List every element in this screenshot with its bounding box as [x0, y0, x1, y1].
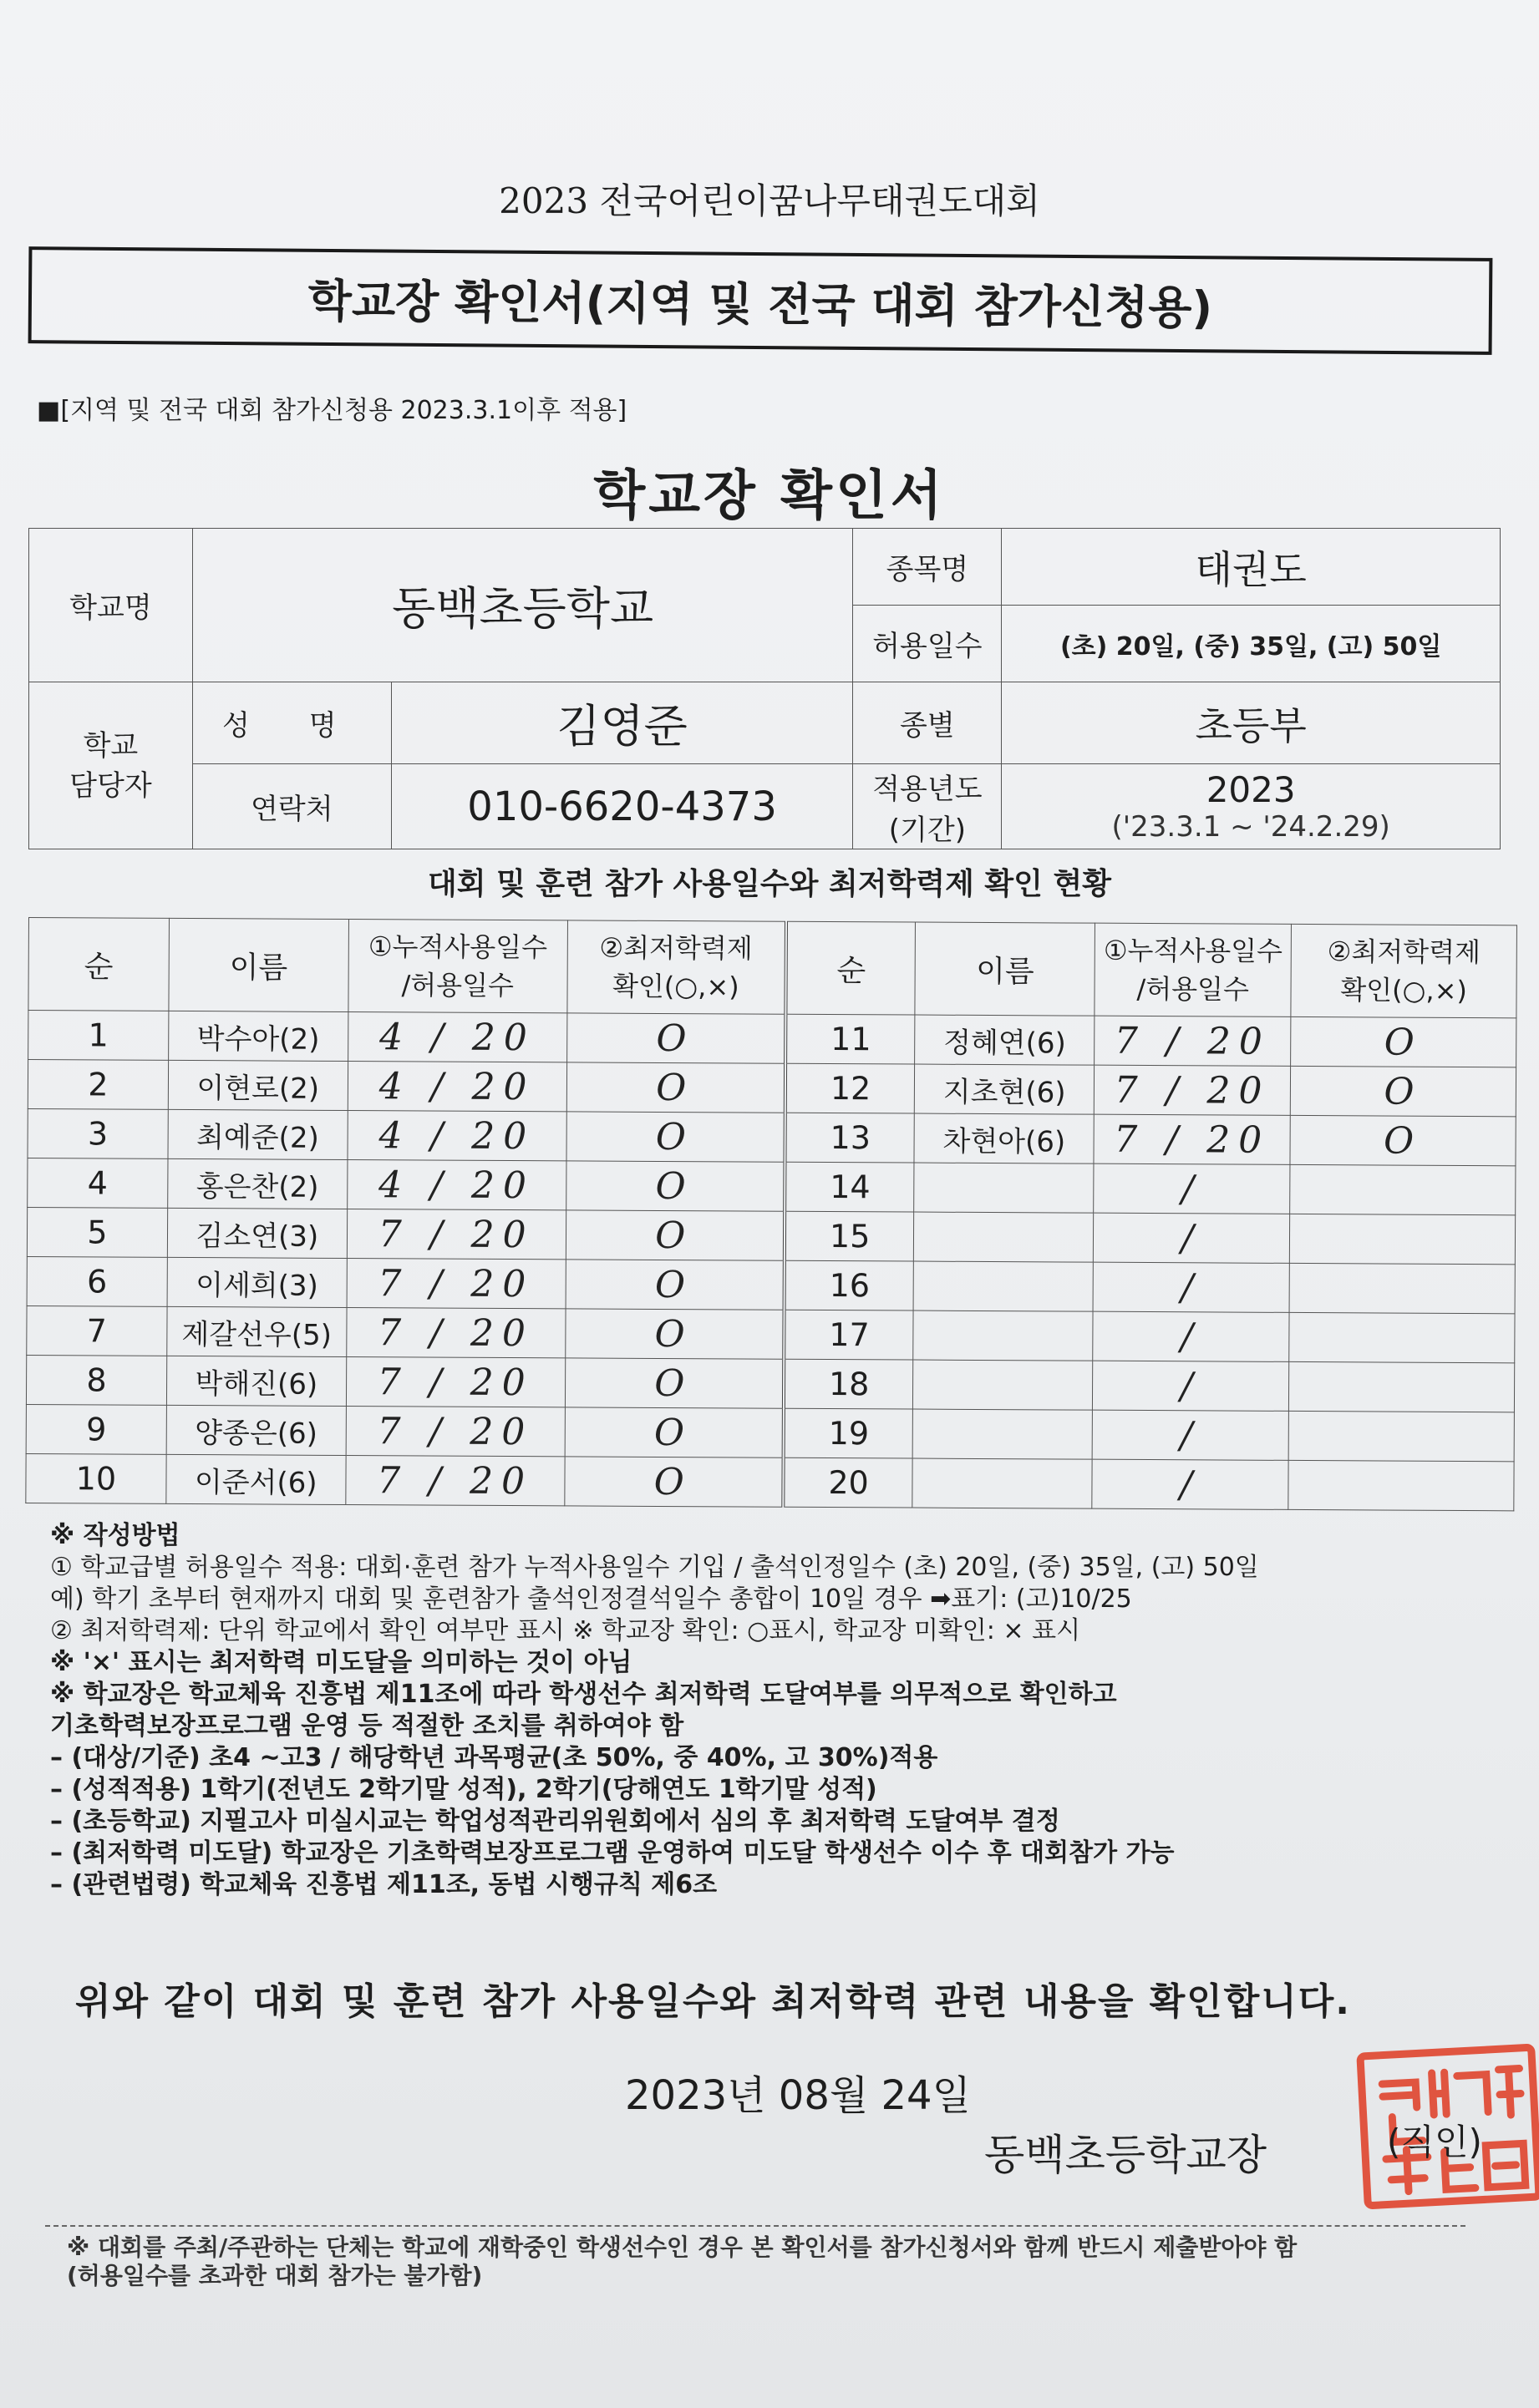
header-name-right: 이름: [915, 922, 1095, 1016]
used-days: 7 / 20: [347, 1259, 566, 1309]
used-days: /: [1093, 1262, 1289, 1312]
header-check-right: [1291, 924, 1516, 1017]
used-days: 7 / 20: [1094, 1114, 1290, 1164]
instruction-line: ① 학교급별 허용일수 적용: 대회·훈련 참가 누적사용일수 기입 / 출석인정일수 (초) 20일, (중) 35일, (고) 50일: [50, 1553, 1259, 1582]
academic-check: [1289, 1263, 1515, 1313]
instruction-line: – (관련법령) 학교체육 진흥법 제11조, 동법 시행규칙 제6조: [50, 1870, 718, 1899]
school-label: 학교명: [29, 529, 193, 682]
issue-date: 2023년 08월 24일: [625, 2072, 971, 2119]
header-check-line2: 확인(○,×): [612, 970, 739, 1003]
student-name: 제갈선우(5): [167, 1306, 347, 1356]
header-check-left: [567, 920, 786, 1014]
row-number: 8: [26, 1355, 166, 1405]
header-days-line1: ①누적사용일수: [1103, 934, 1283, 967]
used-days: 7 / 20: [346, 1406, 565, 1456]
academic-check: O: [566, 1161, 785, 1211]
instruction-line: – (성적적용) 1학기(전년도 2학기말 성적), 2학기(당해연도 1학기말 성적): [50, 1775, 877, 1804]
used-days: 7 / 20: [346, 1308, 565, 1358]
sport-label: 종목명: [853, 529, 1002, 606]
used-days: /: [1094, 1163, 1290, 1214]
used-days: 4 / 20: [348, 1111, 566, 1161]
header-no-right: 순: [785, 921, 915, 1015]
header-name-left: 이름: [169, 918, 348, 1011]
instruction-line: 예) 학기 초부터 현재까지 대회 및 훈련참가 출석인정결석일수 총합이 10일 경우 ➡표기: (고)10/25: [50, 1584, 1132, 1614]
row-number: 16: [785, 1260, 914, 1310]
document-title-box: 학교장 확인서(지역 및 전국 대회 참가신청용): [28, 246, 1493, 355]
principal-signature: 동백초등학교장: [984, 2131, 1267, 2179]
footer-line: ※ 대회를 주최/주관하는 단체는 학교에 재학중인 학생선수인 경우 본 확인서를 참가신청서와 함께 반드시 제출받아야 함: [67, 2233, 1298, 2261]
used-days: 4 / 20: [347, 1160, 566, 1210]
header-check-line1: ②최저학력제: [599, 931, 753, 965]
row-number: 19: [784, 1408, 913, 1458]
row-number: 1: [28, 1011, 169, 1061]
student-name: 홍은찬(2): [168, 1158, 348, 1209]
student-name: [914, 1163, 1094, 1213]
student-table: [25, 917, 1517, 1511]
table-row: [28, 1060, 1516, 1117]
academic-check: [1289, 1312, 1515, 1362]
table-row: [27, 1256, 1515, 1313]
writing-instructions: [50, 1520, 1496, 1901]
academic-check: O: [565, 1407, 784, 1457]
student-name: 지초현(6): [915, 1064, 1095, 1114]
academic-check: [1290, 1164, 1516, 1214]
name-label: 성 명: [192, 682, 391, 764]
header-check-line2: 확인(○,×): [1340, 974, 1468, 1007]
event-title: 2023 전국어린이꿈나무태권도대회: [499, 180, 1040, 221]
used-days: 4 / 20: [348, 1062, 566, 1112]
year-value-cell: [1002, 764, 1501, 849]
academic-check: [1289, 1214, 1515, 1264]
manager-label: 학교 담당자: [29, 682, 193, 849]
academic-check: [1289, 1361, 1515, 1412]
academic-check: [1288, 1460, 1514, 1510]
instruction-line: ※ 작성방법: [50, 1521, 180, 1550]
allow-days-label: 허용일수: [853, 606, 1002, 682]
academic-check: O: [566, 1210, 785, 1260]
instruction-line: ② 최저학력제: 단위 학교에서 확인 여부만 표시 ※ 학교장 확인: ○표시, 학교장 미확인: × 표시: [50, 1616, 1081, 1645]
row-number: 4: [28, 1158, 168, 1208]
used-days: /: [1094, 1213, 1290, 1263]
used-days: 7 / 20: [346, 1455, 565, 1505]
used-days: /: [1092, 1459, 1288, 1509]
school-info-table: [28, 528, 1501, 849]
used-days: /: [1093, 1311, 1289, 1361]
header-no-left: 순: [28, 918, 169, 1011]
allow-days-value: (초) 20일, (중) 35일, (고) 50일: [1002, 606, 1501, 682]
row-number: 9: [26, 1404, 166, 1454]
footer-line: (허용일수를 초과한 대회 참가는 불가함): [67, 2262, 483, 2289]
sport-value: 태권도: [1002, 529, 1501, 606]
row-number: 3: [28, 1108, 168, 1158]
header-check-line1: ②최저학력제: [1327, 935, 1481, 969]
row-number: 5: [27, 1207, 167, 1257]
instruction-line: – (초등학교) 지필고사 미실시교는 학업성적관리위원회에서 심의 후 최저학력 도달여부 결정: [50, 1807, 1060, 1836]
instruction-line: – (대상/기준) 초4 ~고3 / 해당학년 과목평균(초 50%, 중 40%, 고 30%)적용: [50, 1743, 938, 1772]
row-number: 6: [27, 1256, 167, 1306]
manager-name: 김영준: [391, 682, 853, 764]
school-name: 동백초등학교: [192, 529, 853, 682]
footer-divider: [45, 2225, 1465, 2227]
year-value: 2023: [1206, 769, 1296, 810]
row-number: 10: [26, 1453, 166, 1503]
student-name: [913, 1310, 1093, 1361]
academic-check: O: [1290, 1066, 1516, 1116]
table-row: [27, 1207, 1515, 1264]
student-name: [914, 1212, 1094, 1262]
year-label-line2: (기간): [888, 813, 966, 847]
student-name: 최예준(2): [168, 1109, 348, 1159]
footer-note: [67, 2233, 1297, 2290]
student-name: 박수아(2): [168, 1011, 348, 1061]
row-number: 17: [784, 1310, 913, 1360]
category-value: 초등부: [1002, 682, 1501, 764]
instruction-line: ※ 학교장은 학교체육 진흥법 제11조에 따라 학생선수 최저학력 도달여부를 의무적으로 확인하고: [50, 1680, 1117, 1709]
category-label: 종별: [853, 682, 1002, 764]
header-days-right: [1095, 923, 1291, 1016]
table-row: [26, 1355, 1514, 1412]
used-days: 7 / 20: [1094, 1065, 1290, 1115]
student-name: 박해진(6): [166, 1356, 346, 1406]
used-days: 7 / 20: [1095, 1016, 1291, 1066]
table-row: [28, 1158, 1516, 1214]
header-days-left: [348, 920, 567, 1013]
row-number: 18: [784, 1359, 913, 1409]
table-row: [26, 1453, 1514, 1510]
confirmation-statement: 위와 같이 대회 및 훈련 참가 사용일수와 최저학력 관련 내용을 확인합니다.: [75, 1980, 1352, 2023]
row-number: 15: [785, 1211, 914, 1261]
header-days-line2: /허용일수: [1136, 972, 1250, 1006]
academic-check: O: [566, 1013, 785, 1063]
section-title: 대회 및 훈련 참가 사용일수와 최저학력제 확인 현황: [427, 867, 1112, 901]
seal-label: (직인): [1387, 2122, 1482, 2162]
year-period: ('23.3.1 ~ '24.2.29): [1111, 810, 1390, 844]
table-row: [28, 1011, 1516, 1067]
student-name: 김소연(3): [167, 1208, 347, 1258]
row-number: 12: [785, 1063, 915, 1113]
academic-check: O: [566, 1112, 785, 1162]
contact-label: 연락처: [192, 764, 391, 849]
academic-check: O: [565, 1358, 784, 1408]
row-number: 14: [785, 1162, 914, 1212]
row-number: 13: [785, 1113, 914, 1163]
academic-check: O: [566, 1260, 785, 1310]
header-days-line1: ①누적사용일수: [368, 930, 548, 964]
table-row: [26, 1404, 1514, 1461]
row-number: 2: [28, 1060, 168, 1110]
student-name: 정혜연(6): [915, 1015, 1095, 1065]
academic-check: O: [1290, 1115, 1516, 1165]
header-days-line2: /허용일수: [401, 969, 515, 1002]
academic-check: [1288, 1411, 1514, 1461]
student-name: [913, 1360, 1093, 1410]
instruction-line: – (최저학력 미도달) 학교장은 기초학력보장프로그램 운영하여 미도달 학생선수 이수 후 대회참가 가능: [50, 1838, 1175, 1868]
application-note: ■[지역 및 전국 대회 참가신청용 2023.3.1이후 적용]: [37, 396, 627, 425]
instruction-line: ※ '×' 표시는 최저학력 미도달을 의미하는 것이 아님: [50, 1648, 632, 1677]
academic-check: O: [1291, 1016, 1516, 1067]
used-days: /: [1093, 1361, 1289, 1411]
instruction-line: 기초학력보장프로그램 운영 등 적절한 조치를 취하여야 함: [50, 1711, 684, 1741]
student-name: 양종은(6): [166, 1405, 346, 1455]
year-label-line1: 적용년도: [872, 772, 983, 806]
year-label: [853, 764, 1002, 849]
used-days: /: [1092, 1410, 1288, 1460]
row-number: 20: [783, 1457, 912, 1508]
student-name: 이세희(3): [167, 1257, 347, 1307]
academic-check: O: [565, 1309, 784, 1359]
student-name: [913, 1261, 1093, 1311]
student-name: [912, 1458, 1092, 1508]
table-row: [28, 1108, 1516, 1165]
used-days: 7 / 20: [347, 1209, 566, 1260]
used-days: 7 / 20: [346, 1356, 565, 1407]
row-number: 7: [27, 1305, 167, 1356]
contact-value: 010-6620-4373: [391, 764, 853, 849]
student-name: 차현아(6): [914, 1113, 1094, 1163]
main-title: 학교장 확인서: [593, 465, 946, 527]
student-name: 이현로(2): [168, 1060, 348, 1110]
row-number: 11: [785, 1014, 915, 1064]
academic-check: O: [566, 1062, 785, 1113]
student-name: 이준서(6): [166, 1454, 346, 1504]
academic-check: O: [564, 1457, 783, 1507]
table-row: [27, 1305, 1515, 1362]
student-name: [912, 1409, 1092, 1459]
used-days: 4 / 20: [348, 1012, 566, 1062]
